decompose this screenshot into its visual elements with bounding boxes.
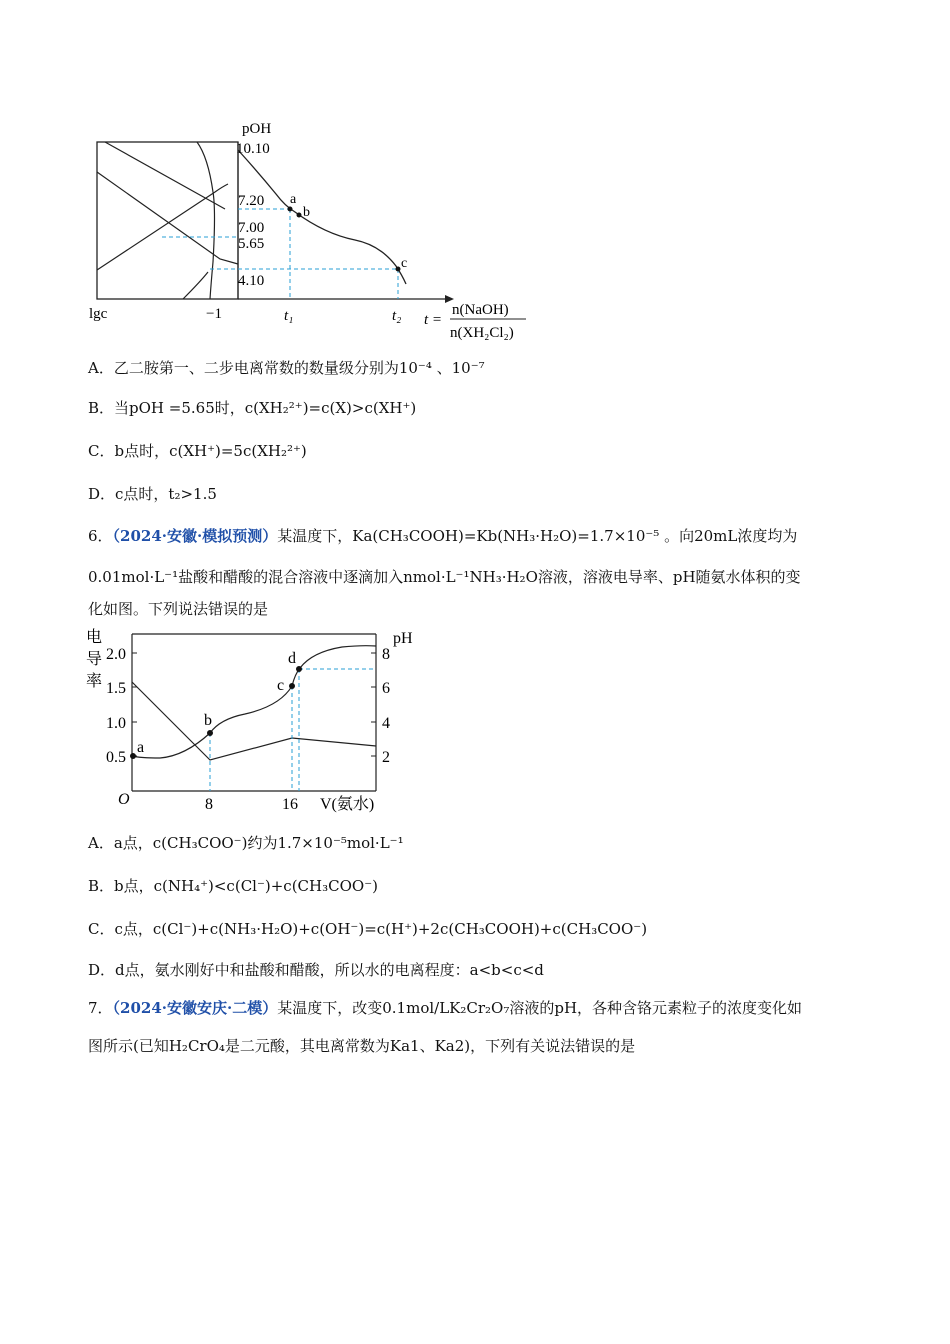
chart2-point-label-b: b (204, 712, 212, 729)
chart1-point-label-c: c (401, 256, 408, 271)
chart1-y-tick-410: 4.10 (238, 273, 265, 289)
chart2-x-tick-8: 8 (205, 796, 213, 813)
chart1-point-a (288, 207, 293, 212)
q7-number: 7． (88, 999, 113, 1017)
chart1-curve-line-3 (97, 184, 228, 270)
chart1-y-axis-label: pOH (242, 121, 272, 137)
chart2-y-left-label-1: 电 (86, 629, 103, 646)
q5-option-b: B．当pOH =5.65时，c(XH₂²⁺)=c(X)>c(XH⁺) (88, 399, 417, 417)
chart2-right-tick-label-4: 4 (382, 715, 390, 732)
chart1-x-axis-var: t = (424, 312, 443, 328)
chart1-x-axis-numerator: n(NaOH) (452, 302, 509, 318)
q5-option-d: D．c点时，t₂>1.5 (88, 485, 217, 503)
q7-source: （2024·安徽安庆·二模） (112, 999, 278, 1017)
chart2-conductivity-line (132, 682, 376, 760)
chart1-left-box (97, 142, 238, 299)
chart1-x-left-label: lgc (89, 306, 108, 322)
q6-number: 6． (88, 527, 113, 545)
q6-option-a: A．a点，c(CH₃COO⁻)约为1.7×10⁻⁵mol·L⁻¹ (88, 834, 404, 852)
chart2-point-c (289, 683, 295, 689)
q7-stem-line2: 图所示(已知H₂CrO₄是二元酸，其电离常数为Ka1、Ka2)，下列有关说法错误的是 (88, 1037, 636, 1055)
chart1-y-tick-720: 7.20 (238, 193, 265, 209)
chart1-figure (80, 112, 540, 350)
q6-text-line1: 某温度下，Ka(CH₃COOH)=Kb(NH₃·H₂O)=1.7×10⁻⁵ 。向20mL浓度均为 (277, 527, 798, 545)
chart1-curve-line-1 (105, 142, 225, 209)
chart1-x-tick-t2: t₂ (392, 308, 402, 324)
q6-source: （2024·安徽·模拟预测） (112, 527, 278, 545)
chart2-y-left-label-2: 导 (86, 651, 103, 668)
chart2-ph-curve (132, 646, 376, 758)
chart2-y-right-label: pH (393, 630, 413, 647)
q6-stem-line3: 化如图。下列说法错误的是 (88, 600, 269, 618)
q6-stem-line2: 0.01mol·L⁻¹盐酸和醋酸的混合溶液中逐滴加入nmol·L⁻¹NH₃·H₂O溶液，溶液电导率、pH随氨水体积的变 (88, 568, 801, 586)
chart2-origin-label: O (118, 791, 130, 808)
chart2-left-tick-label-15: 1.5 (106, 680, 126, 697)
q7-text-line1: 某温度下，改变0.1mol/LK₂Cr₂O₇溶液的pH，各种含铬元素粒子的浓度变化如 (277, 999, 803, 1017)
chart2-left-tick-label-05: 0.5 (106, 749, 126, 766)
chart1-curve-line-2 (97, 172, 238, 264)
chart2-point-label-d: d (288, 650, 296, 667)
chart2-right-tick-label-8: 8 (382, 646, 390, 663)
chart2-x-tick-16: 16 (282, 796, 298, 813)
chart1-x-tick-t1: t₁ (284, 308, 294, 324)
chart2-point-label-c: c (277, 677, 285, 694)
chart2-right-tick-label-2: 2 (382, 749, 390, 766)
chart1-x-left-tick: −1 (206, 306, 222, 322)
chart1-y-tick-700: 7.00 (238, 220, 265, 236)
chart1-point-label-b: b (303, 205, 310, 220)
chart2-left-tick-label-20: 2.0 (106, 646, 126, 663)
q6-option-b: B．b点，c(NH₄⁺)<c(Cl⁻)+c(CH₃COO⁻) (88, 877, 378, 895)
chart1-point-c (396, 267, 401, 272)
chart1-point-label-a: a (290, 192, 297, 207)
q6-option-c: C．c点，c(Cl⁻)+c(NH₃·H₂O)+c(OH⁻)=c(H⁺)+2c(CH₃COOH)+c(CH₃COO⁻) (88, 920, 648, 938)
chart2-y-left-label-3: 率 (86, 673, 103, 690)
chart2-right-tick-label-6: 6 (382, 680, 390, 697)
chart2-point-label-a: a (137, 739, 145, 756)
q5-option-a: A．乙二胺第一、二步电离常数的数量级分别为10⁻⁴ 、10⁻⁷ (88, 359, 485, 377)
q6-stem-line1 (88, 525, 797, 547)
q7-stem-line1 (88, 997, 802, 1019)
chart1-y-tick-1010: 10.10 (236, 141, 270, 157)
chart2-left-tick-label-10: 1.0 (106, 715, 126, 732)
chart1-point-b (297, 213, 302, 218)
q6-option-d: D．d点，氨水刚好中和盐酸和醋酸，所以水的电离程度：a<b<c<d (88, 961, 544, 979)
chart1-curve-line-4 (183, 272, 208, 299)
chart1-x-axis-denominator: n(XH₂Cl₂) (450, 325, 514, 341)
chart2-point-b (207, 730, 213, 736)
chart1-y-tick-565: 5.65 (238, 236, 265, 252)
q5-option-c: C．b点时，c(XH⁺)=5c(XH₂²⁺) (88, 442, 307, 460)
chart2-figure (80, 624, 425, 816)
chart2-x-label: V(氨水) (320, 796, 375, 813)
chart1-poh-curve (238, 150, 406, 284)
chart2-point-a (130, 753, 136, 759)
chart2-point-d (296, 666, 302, 672)
